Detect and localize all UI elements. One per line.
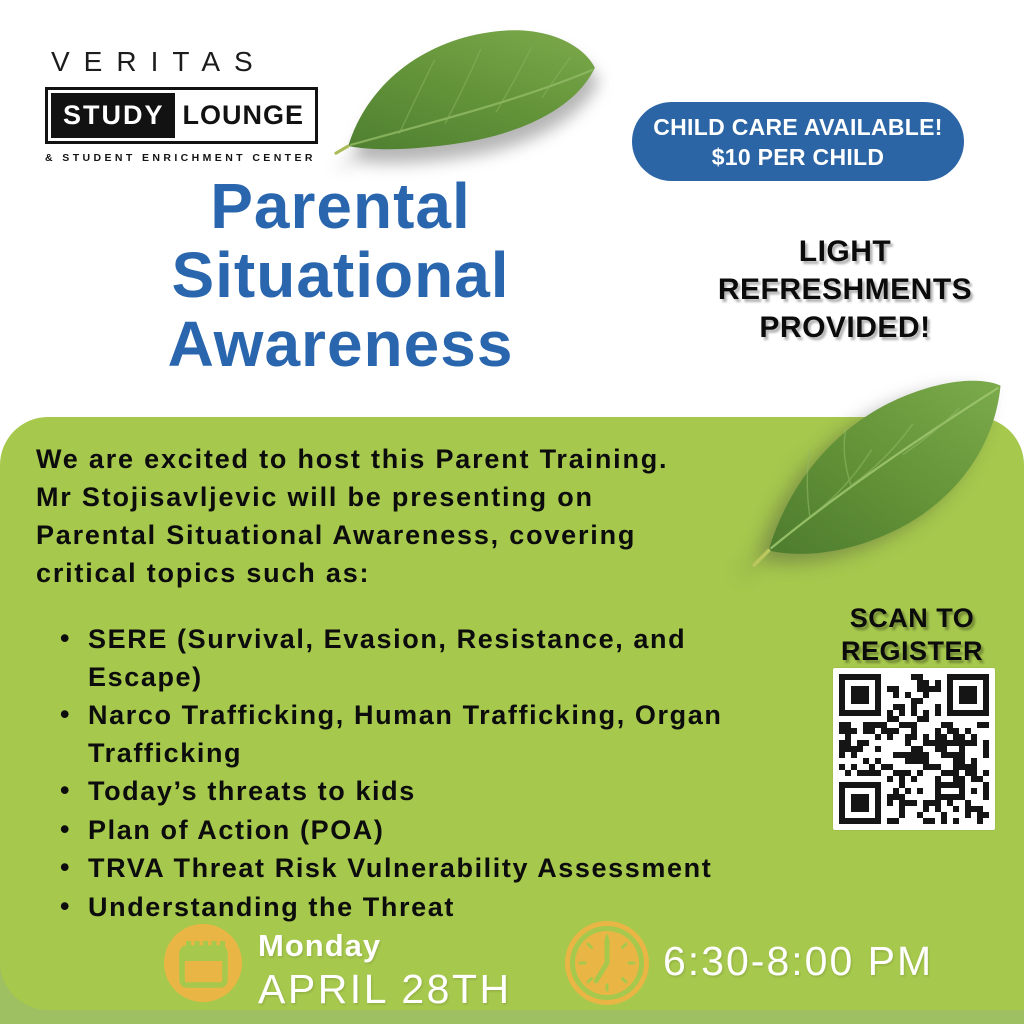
scan-line2: REGISTER bbox=[840, 636, 984, 666]
list-item: • Today’s threats to kids bbox=[58, 773, 788, 811]
scan-to-register-label bbox=[812, 602, 1012, 668]
leaf-icon bbox=[338, 16, 603, 164]
topics-list bbox=[58, 621, 788, 927]
logo-study-text: STUDY bbox=[51, 93, 175, 138]
refreshments-line3: PROVIDED! bbox=[759, 311, 931, 344]
logo-brand-text: VERITAS bbox=[51, 46, 267, 77]
childcare-badge-line1: CHILD CARE AVAILABLE! bbox=[653, 113, 943, 140]
leaf-icon bbox=[748, 366, 1016, 564]
list-item: • TRVA Threat Risk Vulnerability Assessment bbox=[58, 850, 788, 888]
bullet-icon: • bbox=[60, 623, 72, 653]
refreshments-line2: REFRESHMENTS bbox=[717, 273, 973, 306]
intro-line3: Parental Situational Awareness, covering bbox=[36, 520, 637, 550]
list-item: • Narco Trafficking, Human Trafficking, Organ Trafficking bbox=[58, 697, 788, 772]
intro-paragraph bbox=[36, 440, 668, 592]
qr-code bbox=[833, 668, 995, 830]
logo-box bbox=[45, 87, 318, 144]
clock-icon bbox=[565, 921, 649, 1005]
intro-line4: critical topics such as: bbox=[36, 558, 371, 588]
intro-line1: We are excited to host this Parent Training. bbox=[36, 444, 669, 474]
list-item: • Understanding the Threat bbox=[58, 889, 788, 927]
event-date-text: APRIL 28TH bbox=[258, 966, 512, 1012]
bullet-icon: • bbox=[60, 699, 72, 729]
veritas-logo bbox=[45, 46, 316, 164]
scan-line1: SCAN TO bbox=[849, 603, 975, 633]
intro-line2: Mr Stojisavljevic will be presenting on bbox=[36, 482, 594, 512]
logo-tagline: & STUDENT ENRICHMENT CENTER bbox=[45, 152, 316, 164]
list-item: • SERE (Survival, Evasion, Resistance, and Escape) bbox=[58, 621, 788, 696]
title-line3: Awareness bbox=[167, 308, 514, 380]
refreshments-note bbox=[695, 233, 995, 347]
childcare-badge bbox=[632, 102, 964, 181]
title-line2: Situational bbox=[171, 239, 510, 311]
bullet-icon: • bbox=[60, 813, 72, 844]
list-item: • Plan of Action (POA) bbox=[58, 812, 788, 850]
calendar-icon bbox=[163, 923, 243, 1003]
event-date bbox=[258, 928, 512, 1013]
event-time: 6:30-8:00 PM bbox=[663, 938, 934, 984]
bullet-icon: • bbox=[60, 852, 72, 882]
childcare-badge-line2: $10 PER CHILD bbox=[711, 143, 885, 170]
logo-lounge-text: LOUNGE bbox=[182, 100, 305, 130]
bullet-icon: • bbox=[60, 775, 72, 805]
event-day: Monday bbox=[258, 928, 382, 963]
title-line1: Parental bbox=[210, 170, 471, 242]
bullet-icon: • bbox=[60, 890, 72, 921]
refreshments-line1: LIGHT bbox=[798, 235, 892, 268]
page-title bbox=[58, 172, 623, 379]
